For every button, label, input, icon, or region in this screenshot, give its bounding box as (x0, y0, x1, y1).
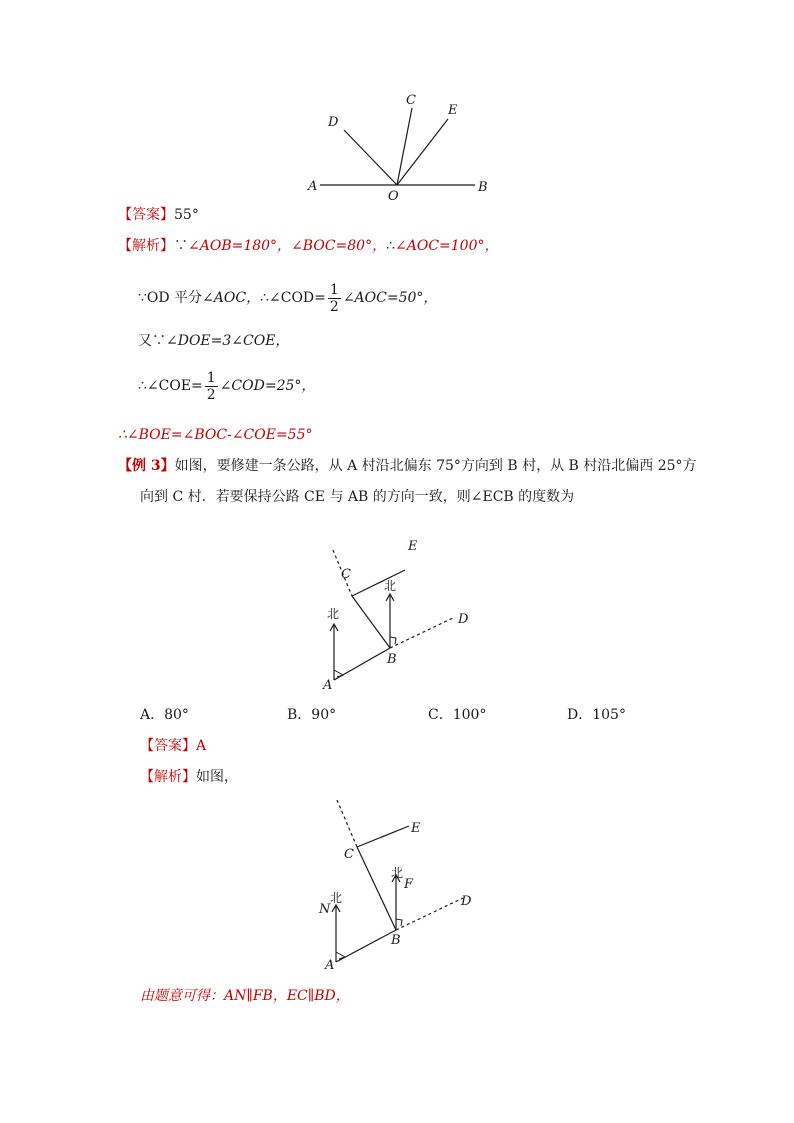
label-c: C (341, 567, 351, 582)
north-label: 北 (391, 866, 404, 880)
option-d[interactable]: D．105° (567, 707, 626, 723)
label-f: F (404, 877, 414, 892)
final-statement: 由题意可得：AN∥FB，EC∥BD， (140, 988, 350, 1004)
example-3-line-2: 向到 C 村．若要保持公路 CE 与 AB 的方向一致，则∠ECB 的度数为 (140, 489, 575, 505)
explanation-1-line-3: 又∵∠DOE=3∠COE， (138, 333, 290, 349)
explanation-1-line-2: ∵OD 平分∠AOC，∴∠COD= $\frac{1}{2}$ ∠AOC=50°， (138, 281, 438, 315)
label-c: C (406, 93, 416, 108)
option-a[interactable]: A．80° (140, 707, 189, 723)
explanation-1-line-1: 【解析】∵∠AOB=180°，∠BOC=80°，∴∠AOC=100°， (118, 238, 499, 254)
label-e: E (411, 821, 421, 836)
north-label: 北 (327, 607, 340, 621)
label-c: C (344, 847, 354, 862)
explanation-1-conclusion: ∴∠BOE=∠BOC-∠COE=55° (118, 427, 313, 443)
label-n: N (319, 902, 331, 917)
answer-1 (118, 205, 199, 225)
explanation-3: 【解析】如图， (140, 769, 238, 785)
label-a: A (323, 678, 333, 693)
figure-angle-aob (300, 90, 500, 205)
label-d: D (328, 115, 339, 130)
label-o: O (388, 189, 399, 204)
explanation-1-line-4: ∴∠COE= $\frac{1}{2}$ ∠COD=25°， (138, 369, 316, 403)
option-c[interactable]: C．100° (428, 707, 487, 723)
north-label: 北 (384, 579, 397, 593)
figure-road-direction-solution (315, 800, 485, 975)
label-a: A (325, 958, 335, 973)
label-b: B (387, 652, 397, 667)
answer-tag: 【答案】 (118, 207, 174, 223)
answer-3: 【答案】A (140, 738, 207, 754)
answer-value: 55° (174, 207, 199, 223)
label-a: A (308, 179, 318, 194)
label-d: D (458, 612, 469, 627)
north-label: 北 (330, 891, 343, 905)
example-3-line-1: 【例 3】如图，要修建一条公路，从 A 村沿北偏东 75°方向到 B 村，从 B 村沿北偏西 25°方 (118, 458, 697, 474)
label-e: E (448, 103, 458, 118)
option-b[interactable]: B．90° (287, 707, 337, 723)
fraction-half: $\frac{1}{2}$ (206, 369, 216, 403)
label-d: D (461, 894, 472, 909)
label-b: B (391, 933, 401, 948)
figure-road-direction (315, 530, 485, 695)
fraction-half: $\frac{1}{2}$ (329, 281, 339, 315)
label-b: B (478, 180, 488, 195)
label-e: E (408, 539, 418, 554)
